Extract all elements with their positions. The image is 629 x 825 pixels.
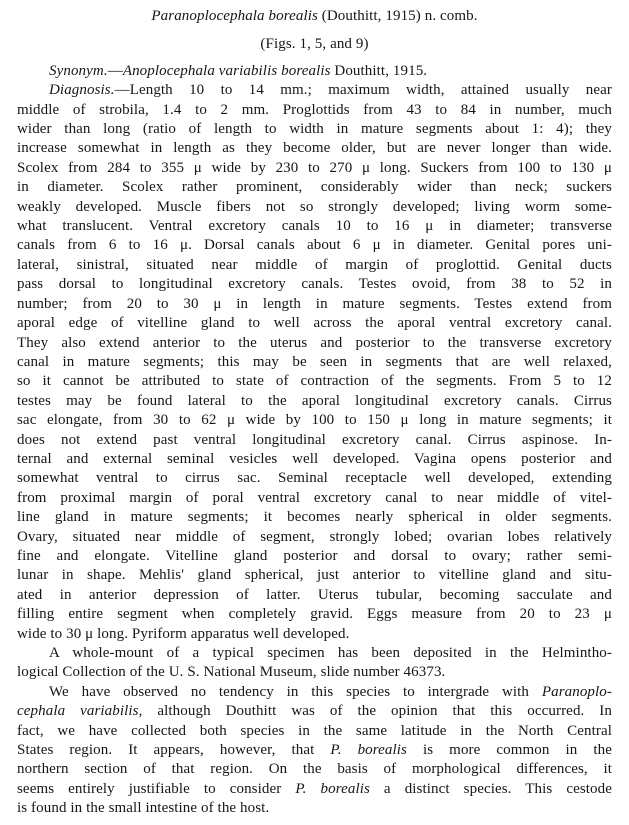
text-line (17, 217, 612, 236)
text-line (17, 644, 612, 663)
text-segment: (Figs. 1, 5, and 9) (260, 36, 369, 53)
italic-text-segment: Paranoplocephala borealis (151, 8, 318, 24)
text-segment: ternal and external seminal vesicles well developed. Vagina opens posterior and (17, 450, 612, 467)
text-segment: filling entire segment when completely gravid. Eggs measure from 20 to 23 μ (17, 606, 612, 623)
italic-text-segment: Synonym. (49, 62, 108, 79)
text-segment: ated in anterior depression of latter. Uterus tubular, becoming sacculate and (17, 586, 612, 603)
text-segment: sac elongate, from 30 to 62 μ wide by 100 to 150 μ long in mature segments; it (17, 412, 612, 429)
text-segment: testes may be found lateral to the aporal longitudinal excretory canals. Cirrus (17, 392, 612, 409)
text-line (17, 663, 612, 682)
text-line (17, 799, 612, 818)
text-line (17, 760, 612, 779)
text-line (17, 236, 612, 255)
page-text (17, 7, 612, 819)
figures-reference (17, 35, 612, 54)
species-heading (17, 7, 612, 26)
italic-text-segment: P. borealis (295, 780, 370, 797)
text-line (17, 431, 612, 450)
text-segment: weakly developed. Muscle fibers not so strongly developed; living worm some- (17, 198, 612, 215)
text-segment: so it cannot be attributed to state of contraction of the segments. From 5 to 12 (17, 373, 612, 390)
text-line (17, 411, 612, 430)
text-line (17, 741, 612, 760)
text-line (17, 178, 612, 197)
text-segment: what translucent. Ventral excretory canals 10 to 16 μ in diameter; transverse (17, 218, 612, 235)
text-line (17, 392, 612, 411)
text-segment: does not extend past ventral longitudinal excretory canal. Cirrus aspinose. In- (17, 431, 612, 448)
text-segment: lateral, sinistral, situated near middle of margin of proglottid. Genital ducts (17, 256, 612, 273)
text-segment: fine and elongate. Vitelline gland posterior and dorsal to ovary; rather semi- (17, 547, 612, 564)
text-segment: — (107, 62, 123, 79)
text-segment: although Douthitt was of the opinion that this occurred. In (142, 703, 613, 720)
text-line (17, 528, 612, 547)
text-segment: is found in the small intestine of the host. (17, 800, 270, 817)
text-line (17, 566, 612, 585)
text-segment: aporal edge of vitelline gland to well across the aporal ventral excretory canal. (17, 315, 612, 332)
text-line (17, 683, 612, 702)
text-line (17, 450, 612, 469)
text-line (17, 722, 612, 741)
text-line (17, 469, 612, 488)
text-line (17, 780, 612, 799)
text-line (17, 372, 612, 391)
text-segment: line gland in mature segments; it becomes nearly spherical in older segments. (17, 509, 612, 526)
text-line (17, 198, 612, 217)
text-segment: pass dorsal to longitudinal excretory canals. Testes ovoid, from 38 to 52 in (17, 276, 612, 293)
italic-text-segment: Anoplocephala variabilis borealis (122, 62, 331, 79)
text-segment: They also extend anterior to the uterus and posterior to the transverse excretory (17, 334, 612, 351)
text-line (17, 81, 612, 100)
text-line (17, 159, 612, 178)
text-segment: fact, we have collected both species in the same latitude in the North Central (17, 722, 612, 739)
text-segment: is more common in the (406, 742, 612, 759)
text-line (17, 275, 612, 294)
italic-text-segment: P. borealis (330, 742, 407, 759)
text-line (17, 101, 612, 120)
text-segment: middle of strobila, 1.4 to 2 mm. Proglottids from 43 to 84 in number, much (17, 101, 612, 118)
italic-text-segment: cephala variabilis, (17, 703, 143, 720)
text-segment: —Length 10 to 14 mm.; maximum width, attained usually near (114, 82, 612, 99)
text-line (17, 702, 612, 721)
italic-text-segment: Diagnosis. (49, 82, 115, 99)
text-segment: seems entirely justifiable to consider (17, 780, 296, 797)
text-segment: increase somewhat in length as they become older, but are never longer than wide. (17, 140, 612, 157)
text-line (17, 547, 612, 566)
text-line (17, 295, 612, 314)
text-segment: wide to 30 μ long. Pyriform apparatus well developed. (17, 625, 350, 642)
text-segment: Ovary, situated near middle of segment, strongly lobed; ovarian lobes relatively (17, 528, 612, 545)
text-line (17, 334, 612, 353)
text-segment: A whole-mount of a typical specimen has been deposited in the Helmintho- (49, 645, 612, 661)
italic-text-segment: Paranoplo- (541, 683, 612, 700)
text-line (17, 314, 612, 333)
text-segment: canal in mature segments; this may be seen in segments that are well relaxed, (17, 353, 612, 370)
text-segment: number; from 20 to 30 μ in length in mature segments. Testes extend from (17, 295, 612, 312)
text-line (17, 489, 612, 508)
synonym-line (17, 62, 612, 81)
text-line (17, 605, 612, 624)
text-line (17, 139, 612, 158)
text-segment: wider than long (ratio of length to width in mature segments about 1: 4); they (17, 121, 612, 138)
text-segment: northern section of that region. On the basis of morphological differences, it (17, 761, 612, 778)
text-segment: canals from 6 to 16 μ. Dorsal canals about 6 μ in diameter. Genital pores uni- (17, 237, 612, 254)
text-segment: a distinct species. This cestode (369, 780, 612, 797)
text-line (17, 120, 612, 139)
text-segment: (Douthitt, 1915) n. comb. (317, 8, 478, 24)
text-line (17, 586, 612, 605)
text-segment: lunar in shape. Mehlis' gland spherical, just anterior to vitelline gland and situ- (17, 567, 612, 584)
text-segment: We have observed no tendency in this species to intergrade with (49, 683, 542, 700)
text-segment: Scolex from 284 to 355 μ wide by 230 to 270 μ long. Suckers from 100 to 130 μ (17, 159, 612, 176)
text-segment: from proximal margin of poral ventral excretory canal to near middle of vitel- (17, 489, 612, 506)
text-line (17, 508, 612, 527)
text-segment: Douthitt, 1915. (330, 62, 428, 79)
text-line (17, 625, 612, 644)
text-segment: in diameter. Scolex rather prominent, considerably wider than neck; suckers (17, 179, 612, 196)
text-line (17, 256, 612, 275)
text-line (17, 353, 612, 372)
text-segment: States region. It appears, however, that (17, 742, 331, 759)
text-segment: somewhat ventral to cirrus sac. Seminal receptacle well developed, extending (17, 470, 612, 487)
text-segment: logical Collection of the U. S. National Museum, slide number 46373. (17, 664, 446, 681)
